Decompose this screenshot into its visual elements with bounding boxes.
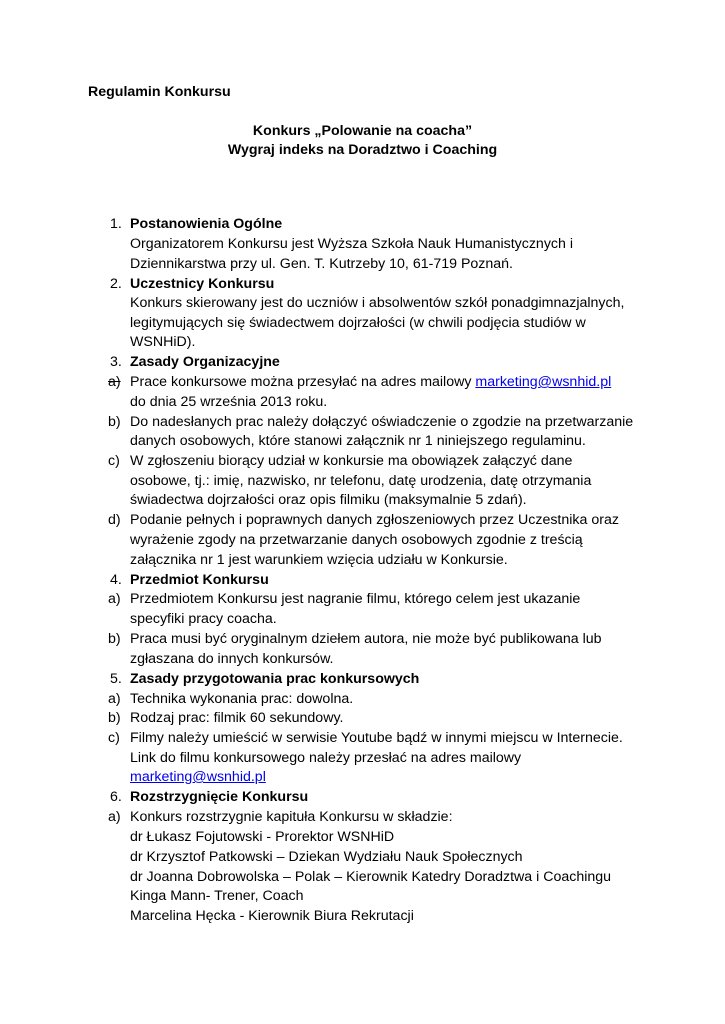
section-text-line: Organizatorem Konkursu jest Wyższa Szkoła Nauk Humanistycznych i — [130, 236, 573, 252]
section-number: 2. — [110, 276, 122, 292]
list-marker: a) — [108, 809, 121, 825]
list-item-text: Filmy należy umieścić w serwisie Youtube bądź w innymi miejscu w Internecie. — [130, 730, 623, 746]
email-link[interactable]: marketing@wsnhid.pl — [130, 769, 266, 785]
list-item-text: Podanie pełnych i poprawnych danych zgłoszeniowych przez Uczestnika oraz — [130, 512, 619, 528]
contest-subtitle: Wygraj indeks na Doradztwo i Coaching — [227, 142, 498, 158]
jury-member: Kinga Mann- Trener, Coach — [130, 888, 304, 904]
section-heading: Postanowienia Ogólne — [130, 216, 283, 232]
jury-member: dr Krzysztof Patkowski – Dziekan Wydziału Nauk Społecznych — [130, 849, 523, 865]
list-item-text: zgłaszana do innych konkursów. — [130, 651, 334, 667]
list-marker: d) — [108, 512, 121, 528]
document-header: Regulamin Konkursu — [88, 84, 231, 100]
section-number: 5. — [110, 671, 122, 687]
list-item-text: osobowe, tj.: imię, nazwisko, nr telefonu, datę urodzenia, datę otrzymania — [130, 473, 592, 489]
jury-member: dr Łukasz Fojutowski - Prorektor WSNHiD — [130, 829, 395, 845]
list-item-text: załącznika nr 1 jest warunkiem wzięcia udziału w Konkursie. — [130, 552, 508, 568]
list-item-text: Przedmiotem Konkursu jest nagranie filmu, którego celem jest ukazanie — [130, 591, 581, 607]
list-marker: b) — [108, 414, 121, 430]
list-item-text: Link do filmu konkursowego należy przesłać na adres mailowy — [130, 750, 522, 766]
section-text-line: WSNHiD). — [130, 334, 196, 350]
list-marker: b) — [108, 631, 121, 647]
list-item-text: Praca musi być oryginalnym dziełem autora, nie może być publikowana lub — [130, 631, 602, 647]
list-marker: a) — [108, 374, 121, 390]
section-text-line: legitymujących się świadectwem dojrzałości (w chwili podjęcia studiów w — [130, 315, 586, 331]
list-item-text: wyrażenie zgody na przetwarzanie danych osobowych zgodnie z treścią — [130, 532, 583, 548]
list-item-text: Do nadesłanych prac należy dołączyć oświadczenie o zgodzie na przetwarzanie — [130, 414, 634, 430]
list-item-text: do dnia 25 września 2013 roku. — [130, 394, 328, 410]
section-number: 4. — [110, 572, 122, 588]
section-heading: Uczestnicy Konkursu — [130, 276, 275, 292]
list-item-text: Technika wykonania prac: dowolna. — [130, 691, 354, 707]
section-heading: Zasady przygotowania prac konkursowych — [130, 671, 420, 687]
section-heading: Zasady Organizacyjne — [130, 354, 280, 370]
contest-title: Konkurs „Polowanie na coacha” — [252, 123, 473, 139]
list-marker: c) — [108, 453, 120, 469]
section-number: 1. — [110, 216, 122, 232]
email-link[interactable]: marketing@wsnhid.pl — [475, 374, 612, 390]
jury-member: dr Joanna Dobrowolska – Polak – Kierownik Katedry Doradztwa i Coachingu — [130, 869, 612, 885]
list-item-text: świadectwa dojrzałości oraz opis filmiku (maksymalnie 5 zdań). — [130, 492, 527, 508]
list-item-text: specyfiki pracy coacha. — [130, 611, 277, 627]
list-item-text: Konkurs rozstrzygnie kapituła Konkursu w składzie: — [130, 809, 453, 825]
list-marker: a) — [108, 691, 121, 707]
section-text-line: Konkurs skierowany jest do uczniów i absolwentów szkół ponadgimnazjalnych, — [130, 295, 625, 311]
jury-member: Marcelina Hęcka - Kierownik Biura Rekrutacji — [130, 908, 414, 924]
list-marker: c) — [108, 730, 120, 746]
section-heading: Przedmiot Konkursu — [130, 572, 269, 588]
section-number: 6. — [110, 789, 122, 805]
list-marker: b) — [108, 710, 121, 726]
list-item-text: W zgłoszeniu biorący udział w konkursie ma obowiązek załączyć dane — [130, 453, 573, 469]
list-marker: a) — [108, 591, 121, 607]
list-item-text: Rodzaj prac: filmik 60 sekundowy. — [130, 710, 344, 726]
section-number: 3. — [110, 354, 122, 370]
list-item-text: Prace konkursowe można przesyłać na adres mailowy marketing@wsnhid.pl — [130, 374, 612, 390]
list-item-text: danych osobowych, które stanowi załącznik nr 1 niniejszego regulaminu. — [130, 433, 586, 449]
section-heading: Rozstrzygnięcie Konkursu — [130, 789, 309, 805]
section-text-line: Dziennikarstwa przy ul. Gen. T. Kutrzeby 10, 61-719 Poznań. — [130, 256, 513, 272]
